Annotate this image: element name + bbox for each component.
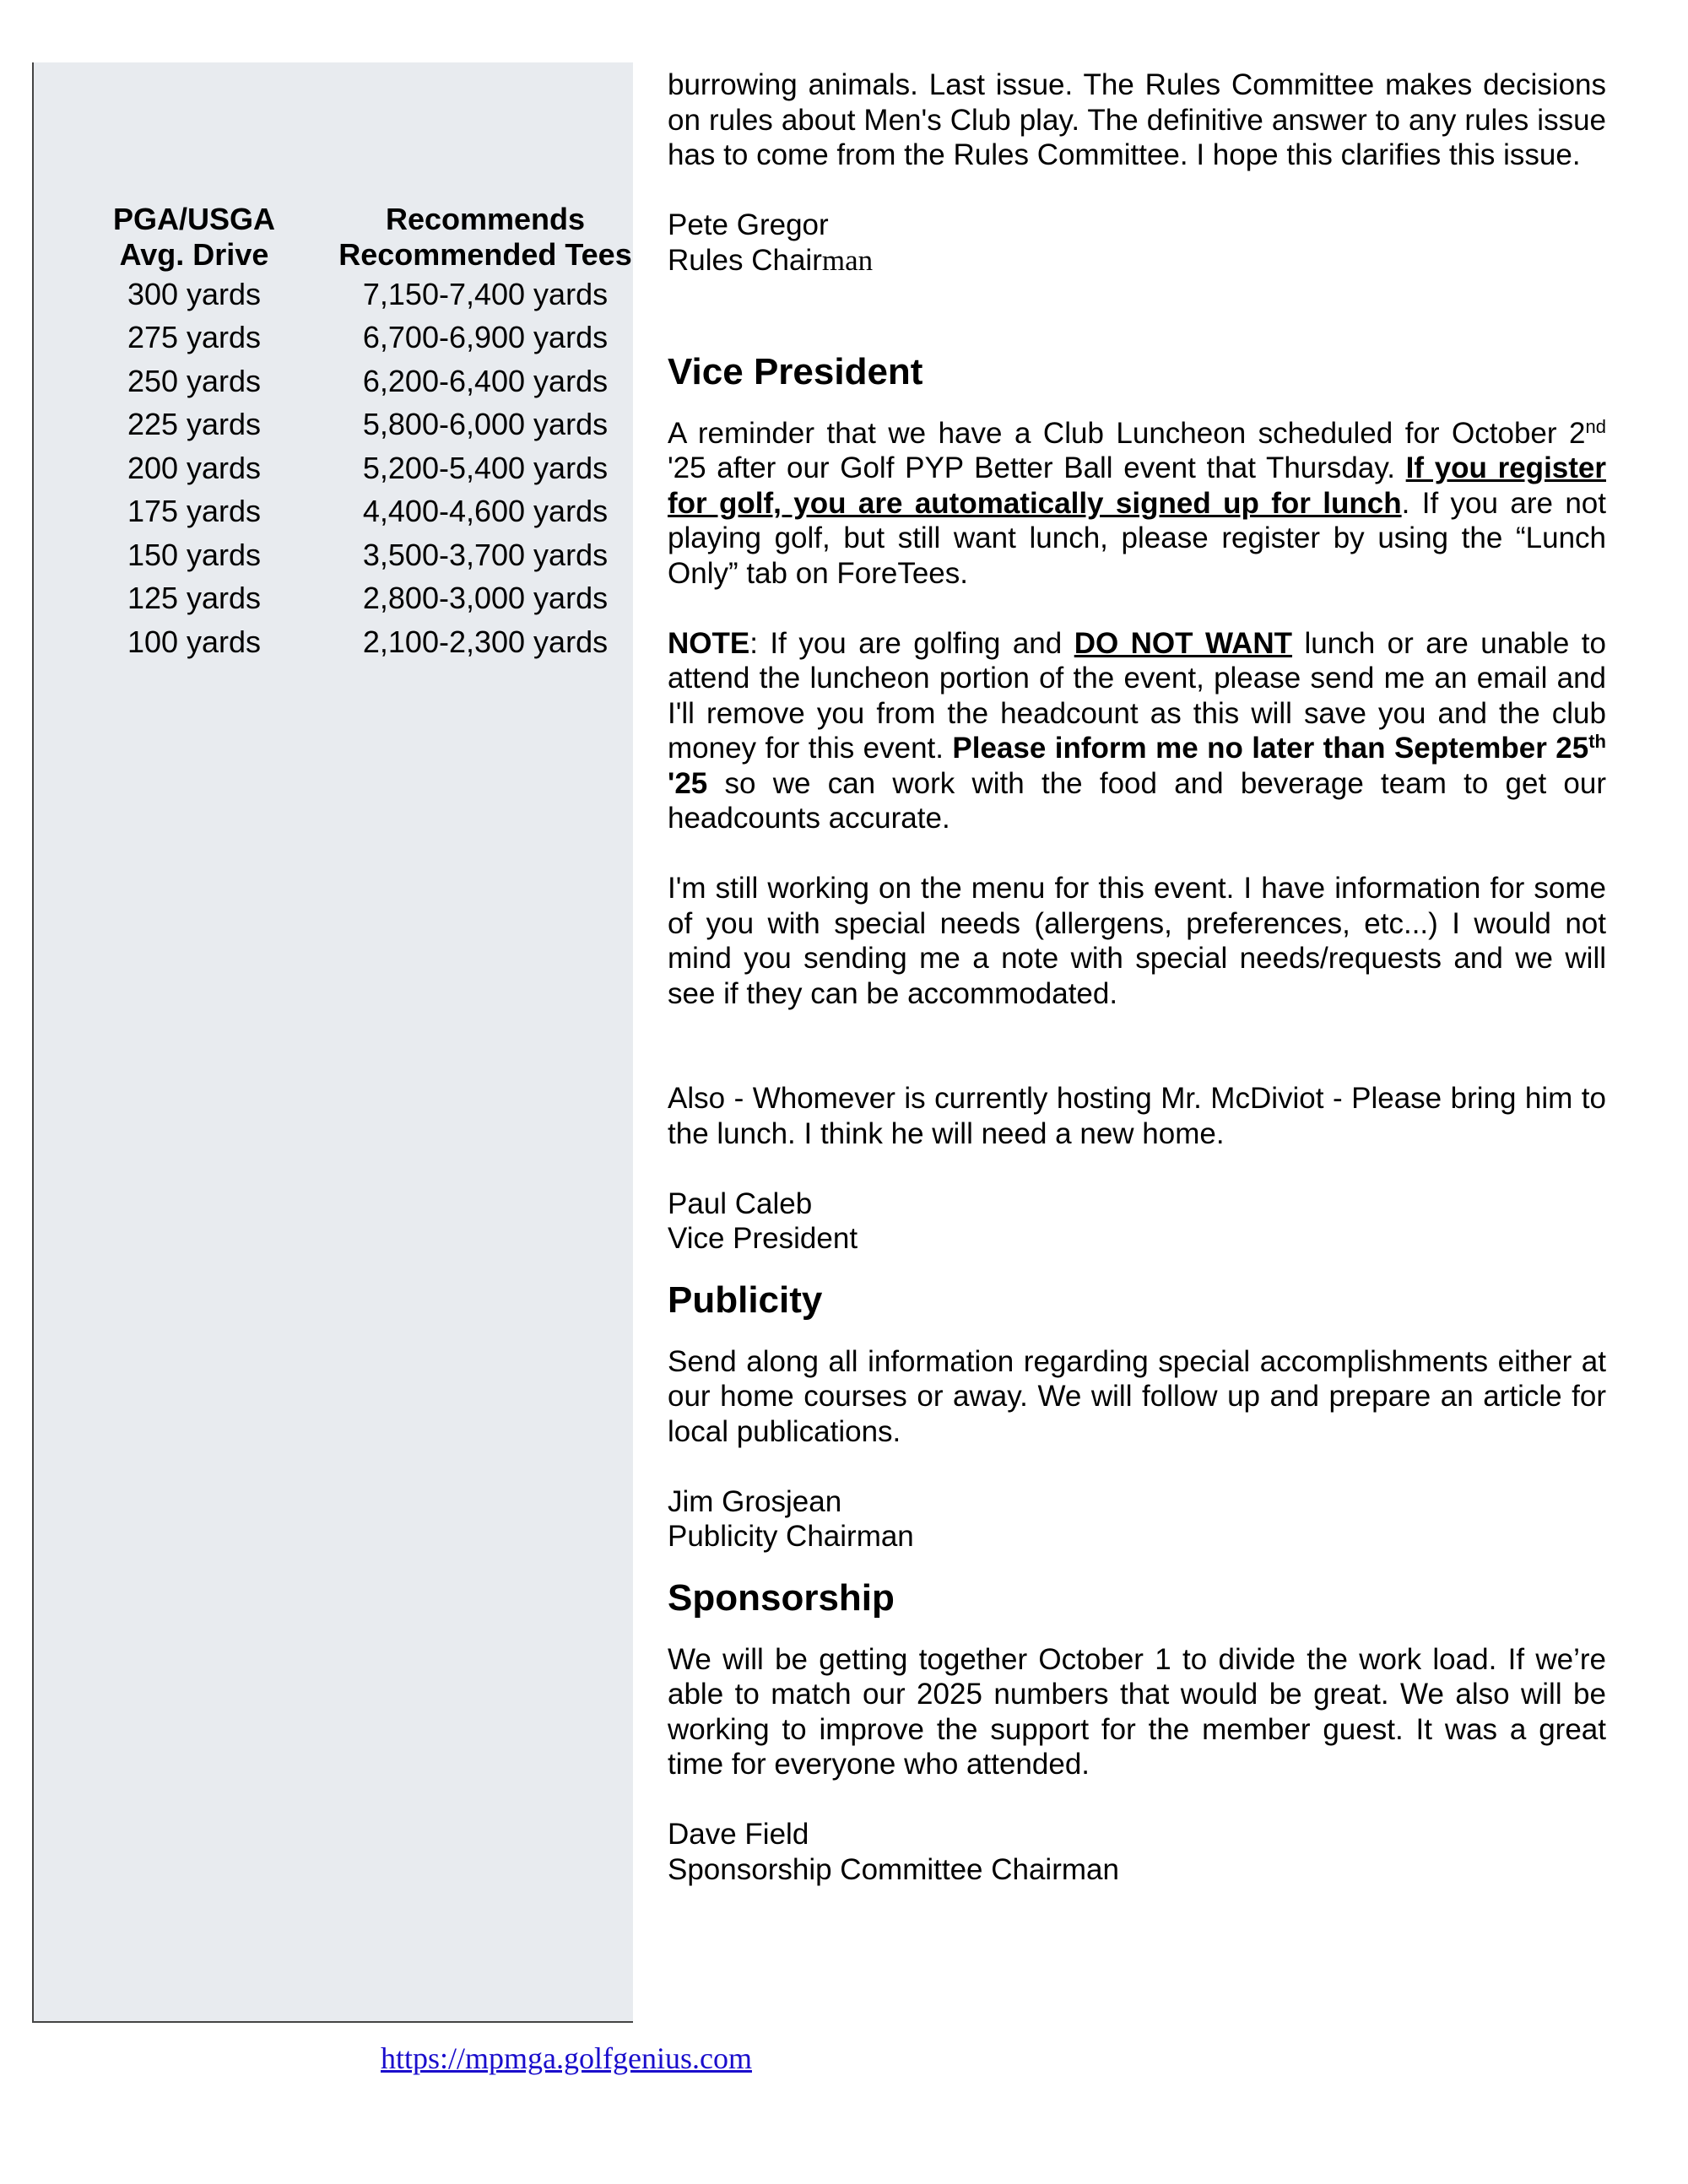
tee-table [68, 202, 650, 664]
sponsorship-paragraph: We will be getting together October 1 to divide the work load. If we’re able to match our 2025 numbers that would be great. We also will be working to improve the support for the member guest. It was a great time for everyone who attended. [668, 1642, 1606, 1781]
sponsorship-signer-name: Dave Field [668, 1818, 809, 1851]
rules-signer-title: Rules Chairman [668, 243, 874, 277]
avg-drive-cell: 200 yards [127, 450, 262, 485]
avg-drive-cell: 225 yards [127, 407, 262, 442]
tee-table-row [68, 316, 650, 360]
vice-president-signer-title: Vice President [668, 1222, 858, 1255]
tee-table-body [68, 273, 650, 664]
recommended-tees-cell: 6,700-6,900 yards [362, 320, 609, 355]
avg-drive-cell: 125 yards [127, 581, 262, 616]
publicity-signer-name: Jim Grosjean [668, 1484, 842, 1518]
avg-drive-cell: 275 yards [127, 320, 262, 355]
col-header-recommended-tees: Recommends Recommended Tees [338, 202, 632, 272]
avg-drive-cell: 100 yards [127, 624, 262, 659]
recommended-tees-cell: 2,800-3,000 yards [362, 581, 609, 616]
sponsorship-signer-title: Sponsorship Committee Chairman [668, 1852, 1119, 1886]
avg-drive-cell: 250 yards [127, 363, 262, 398]
col-header-avg-drive: PGA/USGA Avg. Drive [112, 202, 276, 272]
rules-signer-name: Pete Gregor [668, 208, 829, 241]
recommended-tees-cell: 4,400-4,600 yards [362, 494, 609, 529]
vice-president-signer-name: Paul Caleb [668, 1187, 813, 1220]
vice-president-paragraph-1: A reminder that we have a Club Luncheon scheduled for October 2nd '25 after our Golf PYP Better Ball event that Thursday. If you register for golf, you are automatically signed up for lunch. If you are not playing golf, but still want lunch, please register by using the “Lunch Only” tab on ForeTees. [668, 415, 1606, 590]
vice-president-paragraph-2: NOTE: If you are golfing and DO NOT WANT lunch or are unable to attend the luncheon portion of the event, please send me an email and I'll remove you from the headcount as this will save you and the club money for this event. Please inform me no later than September 25th '25 so we can work with the food and beverage team to get our headcounts accurate. [668, 626, 1606, 835]
footer-website-link[interactable]: https://mpmga.golfgenius.com [381, 2041, 752, 2075]
tee-table-row [68, 533, 650, 577]
recommended-tees-cell: 3,500-3,700 yards [362, 537, 609, 572]
tee-table-row [68, 403, 650, 447]
tee-table-row [68, 620, 650, 664]
tee-table-row [68, 490, 650, 534]
recommended-tees-cell: 5,800-6,000 yards [362, 407, 609, 442]
avg-drive-cell: 175 yards [127, 494, 262, 529]
sponsorship-heading: Sponsorship [668, 1576, 895, 1619]
tee-table-header [68, 202, 650, 273]
tee-recommendation-panel [32, 62, 633, 2023]
vice-president-heading: Vice President [668, 350, 923, 392]
rules-continued-text: burrowing animals. Last issue. The Rules Committee makes decisions on rules about Men's Club play. The definitive answer to any rules issue has to come from the Rules Committee. I hope this clarifies this issue. [668, 68, 1606, 171]
tee-table-row [68, 273, 650, 316]
publicity-signer-title: Publicity Chairman [668, 1520, 914, 1553]
publicity-heading: Publicity [668, 1279, 823, 1321]
vice-president-paragraph-4: Also - Whomever is currently hosting Mr. McDiviot - Please bring him to the lunch. I think he will need a new home. [668, 1082, 1606, 1150]
tee-table-row [68, 359, 650, 403]
avg-drive-cell: 150 yards [127, 537, 262, 572]
recommended-tees-cell: 2,100-2,300 yards [362, 624, 609, 659]
tee-table-row [68, 577, 650, 621]
publicity-paragraph: Send along all information regarding special accomplishments either at our home courses or away. We will follow up and prepare an article for local publications. [668, 1344, 1606, 1448]
recommended-tees-cell: 7,150-7,400 yards [362, 276, 609, 311]
tee-table-row [68, 446, 650, 490]
main-column [668, 68, 1606, 1887]
vice-president-paragraph-3: I'm still working on the menu for this event. I have information for some of you with special needs (allergens, preferences, etc...) I would not mind you sending me a note with special needs/requests and we will see if they can be accommodated. [668, 872, 1606, 1010]
avg-drive-cell: 300 yards [127, 276, 262, 311]
recommended-tees-cell: 6,200-6,400 yards [362, 363, 609, 398]
recommended-tees-cell: 5,200-5,400 yards [362, 450, 609, 485]
